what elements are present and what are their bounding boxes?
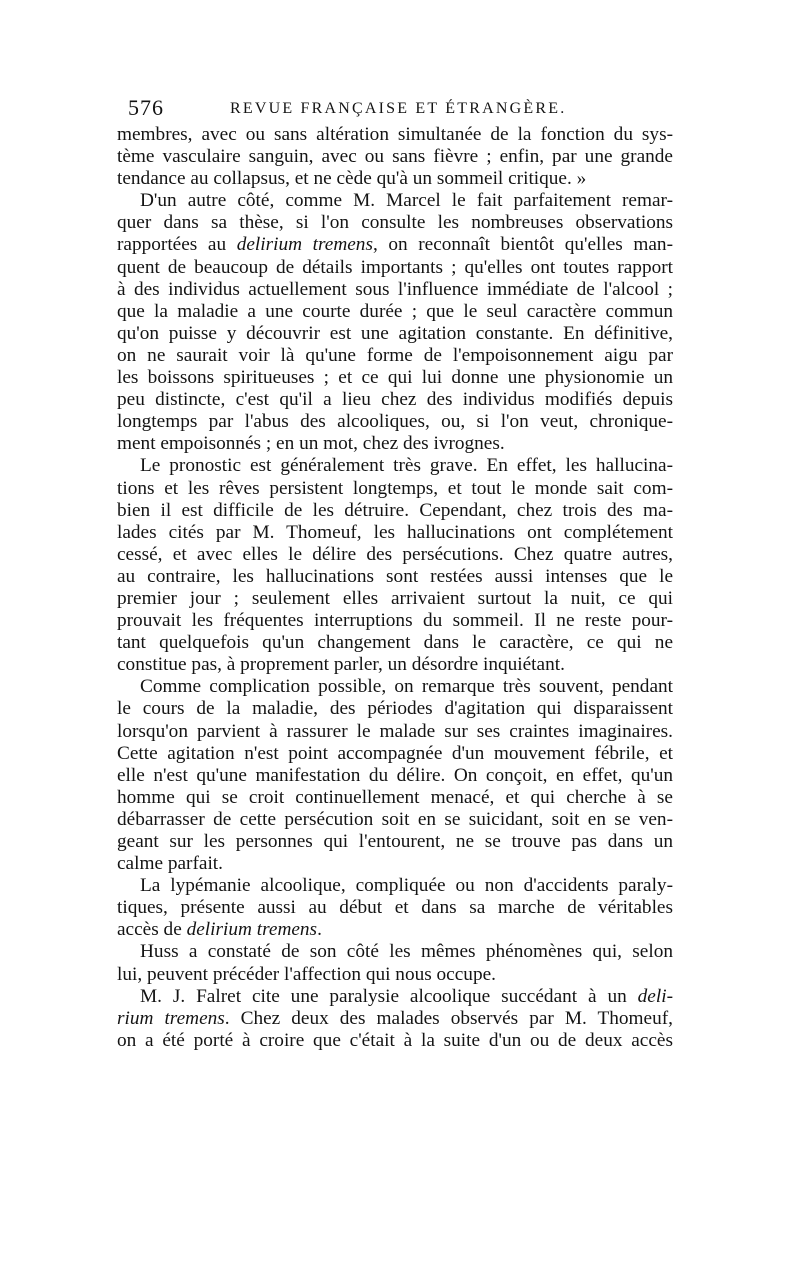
text-line: à des individus actuellement sous l'influence immédiate de l'alcool ; (117, 278, 673, 300)
text-line: membres, avec ou sans altération simultanée de la fonction du sys- (117, 124, 673, 145)
text-line: débarrasser de cette persécution soit en se suicidant, soit en se ven- (117, 808, 673, 830)
text-line: D'un autre côté, comme M. Marcel le fait parfaitement remar- (140, 190, 673, 212)
text-line: Le pronostic est généralement très grave. En effet, les hallucina- (140, 455, 673, 477)
text-line: lorsqu'on parvient à rassurer le malade sur ses craintes imaginaires. (117, 720, 673, 742)
italic-term: rium tremens (117, 1007, 225, 1029)
text-line: quent de beaucoup de détails importants ; qu'elles ont toutes rapport (117, 256, 673, 278)
text-line: bien il est difficile de les détruire. Cependant, chez trois des ma- (117, 499, 673, 521)
text-line: on a été porté à croire que c'était à la suite d'un ou de deux accès (117, 1029, 673, 1051)
text-line: premier jour ; seulement elles arrivaient surtout la nuit, ce qui (117, 587, 673, 609)
text-line: prouvait les fréquentes interruptions du sommeil. Il ne reste pour- (117, 610, 673, 632)
text-line: les boissons spiritueuses ; et ce qui lui donne une physionomie un (117, 367, 673, 389)
text-line: tant quelquefois qu'un changement dans le caractère, ce qui ne (117, 632, 673, 654)
text-line: rapportées au delirium tremens, on reconnaît bientôt qu'elles man- (117, 234, 673, 256)
text-line: Comme complication possible, on remarque très souvent, pendant (140, 676, 673, 698)
text-line: ment empoisonnés ; en un mot, chez des ivrognes. (117, 433, 505, 455)
running-title: REVUE FRANÇAISE ET ÉTRANGÈRE. (230, 100, 567, 117)
body-text (117, 124, 673, 1052)
text-line: homme qui se croit continuellement menacé, et qui cherche à se (117, 786, 673, 808)
text-line: La lypémanie alcoolique, compliquée ou non d'accidents paraly- (140, 875, 673, 897)
text-line: on ne saurait voir là qu'une forme de l'empoisonnement aigu par (117, 344, 673, 366)
italic-term: deli- (637, 985, 673, 1007)
text-line: cessé, et avec elles le délire des persécutions. Chez quatre autres, (117, 543, 673, 565)
text-line: elle n'est qu'une manifestation du délire. On conçoit, en effet, qu'un (117, 764, 673, 786)
text-line: lades cités par M. Thomeuf, les hallucinations ont complétement (117, 521, 673, 543)
text-line: peu distincte, c'est qu'il a lieu chez des individus modifiés depuis (117, 389, 673, 411)
text-line: calme parfait. (117, 853, 223, 875)
text-line: qu'on puisse y découvrir est une agitation constante. En définitive, (117, 322, 673, 344)
text-line: tiques, présente aussi au début et dans sa marche de véritables (117, 897, 673, 919)
text-line: tème vasculaire sanguin, avec ou sans fièvre ; enfin, par une grande (117, 146, 673, 168)
text-line: tions et les rêves persistent longtemps, et tout le monde sait com- (117, 477, 673, 499)
text-line: M. J. Falret cite une paralysie alcoolique succédant à un deli- (140, 985, 673, 1007)
text-line: Huss a constaté de son côté les mêmes phénomènes qui, selon (140, 941, 673, 963)
text-line: geant sur les personnes qui l'entourent, ne se trouve pas dans un (117, 831, 673, 852)
page-number: 576 (128, 95, 164, 120)
text-line: que la maladie a une courte durée ; que le seul caractère commun (117, 300, 673, 322)
text-line: au contraire, les hallucinations sont restées aussi intenses que le (117, 565, 673, 587)
text-line: accès de delirium tremens. (117, 919, 322, 941)
italic-term: delirium tremens (186, 919, 318, 941)
italic-term: delirium tremens (236, 234, 373, 256)
running-header (128, 95, 672, 125)
text-line: constitue pas, à proprement parler, un désordre inquiétant. (117, 654, 565, 676)
text-line: lui, peuvent précéder l'affection qui nous occupe. (117, 963, 496, 985)
text-line: rium tremens. Chez deux des malades observés par M. Thomeuf, (117, 1007, 673, 1029)
text-line: longtemps par l'abus des alcooliques, ou, si l'on veut, chronique- (117, 411, 673, 433)
text-line: quer dans sa thèse, si l'on consulte les nombreuses observations (117, 212, 673, 234)
text-line: Cette agitation n'est point accompagnée d'un mouvement fébrile, et (117, 742, 673, 764)
text-line: tendance au collapsus, et ne cède qu'à un sommeil critique. » (117, 168, 587, 190)
text-line: le cours de la maladie, des périodes d'agitation qui disparaissent (117, 698, 673, 720)
